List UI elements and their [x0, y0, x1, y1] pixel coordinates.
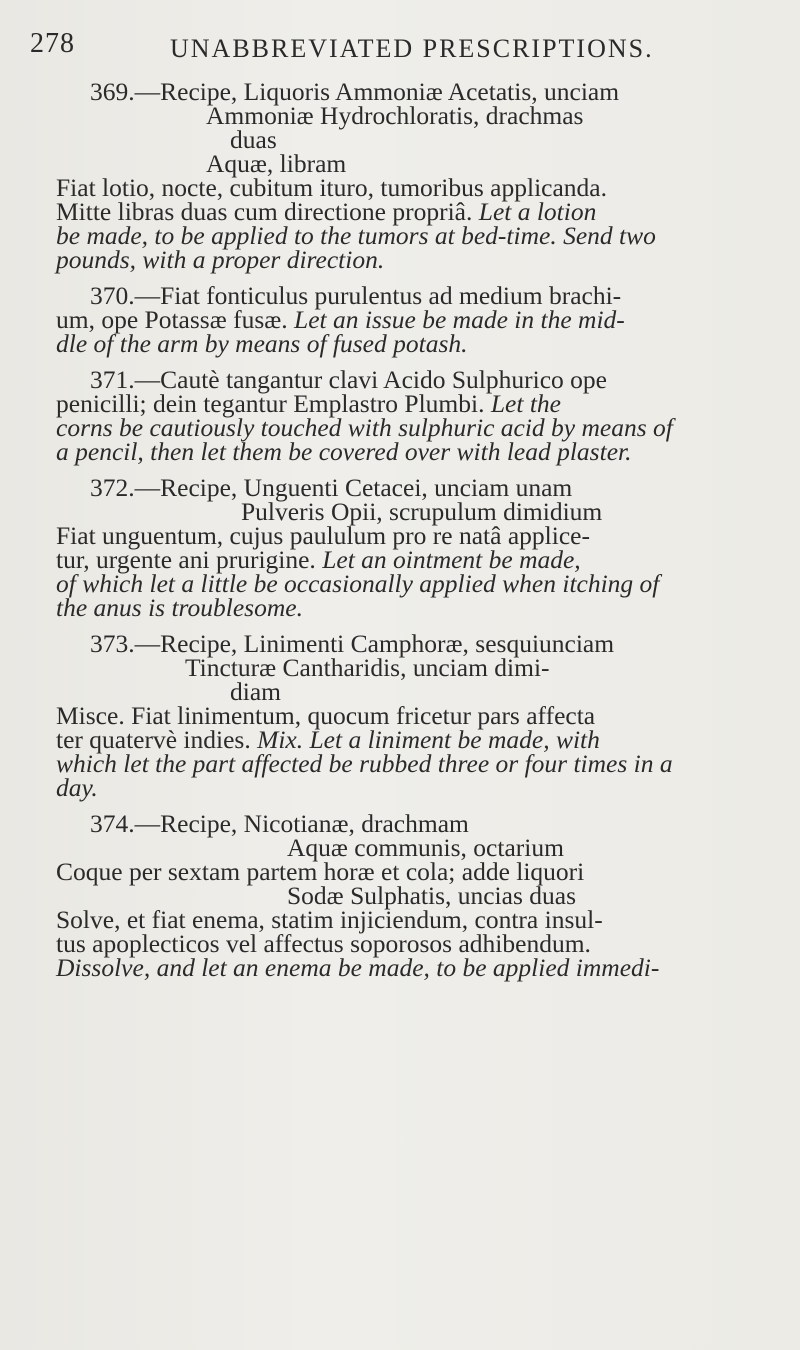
translation-text: Dissolve, and let an enema be made, to be applied immedi- [56, 953, 660, 982]
translation-text: Let an issue be made in the mid- [287, 305, 625, 334]
page-number: 278 [30, 28, 75, 59]
translation-text: pounds, with a proper direction. [56, 245, 385, 274]
latin-text: Mitte libras duas cum directione propriâ. [56, 197, 473, 226]
prescription-text [56, 77, 780, 982]
latin-text: Aquæ communis, octarium [287, 833, 564, 862]
latin-text: 372.—Recipe, Unguenti Cetacei, unciam unam [90, 473, 573, 502]
latin-text: Aquæ, libram [206, 149, 347, 178]
latin-text: Fiat lotio, nocte, cubitum ituro, tumoribus applicanda. [56, 173, 607, 202]
latin-text: 374.—Recipe, Nicotianæ, drachmam [90, 809, 469, 838]
latin-text: Pulveris Opii, scrupulum dimidium [241, 497, 603, 526]
translation-text: a pencil, then let them be covered over with lead plaster. [56, 437, 632, 466]
translation-text: Mix. Let a liniment be made, with [250, 725, 600, 754]
latin-text: tur, urgente ani prurigine. [56, 545, 316, 574]
translation-text: corns be cautiously touched with sulphuric acid by means of [56, 413, 673, 442]
translation-text: day. [56, 773, 98, 802]
text-line [56, 593, 780, 622]
translation-text: dle of the arm by means of fused potash. [56, 329, 468, 358]
text-line [56, 329, 780, 358]
latin-text: 370.—Fiat fonticulus purulentus ad medium brachi- [90, 281, 622, 310]
translation-text: Let the [484, 389, 561, 418]
latin-text: Ammoniæ Hydrochloratis, drachmas [206, 101, 584, 130]
text-line [56, 749, 780, 778]
translation-text: be made, to be applied to the tumors at bed-time. Send two [56, 221, 656, 250]
translation-text: Let a lotion [472, 197, 597, 226]
latin-text: duas [230, 125, 277, 154]
text-line [56, 125, 780, 154]
latin-text: 369.—Recipe, Liquoris Ammoniæ Acetatis, unciam [90, 77, 620, 106]
latin-text: Coque per sextam partem horæ et cola; adde liquori [56, 857, 585, 886]
latin-text: ter quatervè indies. [56, 725, 251, 754]
translation-text: Let an ointment be made, [315, 545, 581, 574]
latin-text: Solve, et fiat enema, statim injiciendum, contra insul- [56, 905, 603, 934]
text-line [56, 245, 780, 274]
text-line [56, 953, 780, 982]
translation-text: the anus is troublesome. [56, 593, 303, 622]
latin-text: Misce. Fiat linimentum, quocum fricetur pars affecta [56, 701, 596, 730]
latin-text: Sodæ Sulphatis, uncias duas [287, 881, 577, 910]
latin-text: 371.—Cautè tangantur clavi Acido Sulphurico ope [90, 365, 607, 394]
latin-text: penicilli; dein tegantur Emplastro Plumbi. [56, 389, 485, 418]
text-line [56, 437, 780, 466]
text-line [56, 773, 780, 802]
translation-text: which let the part affected be rubbed three or four times in a [56, 749, 673, 778]
latin-text: um, ope Potassæ fusæ. [56, 305, 288, 334]
latin-text: diam [230, 677, 281, 706]
latin-text: 373.—Recipe, Linimenti Camphoræ, sesquiunciam [90, 629, 615, 658]
latin-text: Tincturæ Cantharidis, unciam dimi- [185, 653, 550, 682]
text-line [56, 101, 780, 130]
translation-text: of which let a little be occasionally applied when itching of [56, 569, 660, 598]
latin-text: tus apoplecticos vel affectus soporosos adhibendum. [56, 929, 591, 958]
text-line [56, 653, 780, 682]
page-header [0, 28, 800, 68]
running-title: UNABBREVIATED PRESCRIPTIONS. [170, 34, 654, 63]
latin-text: Fiat unguentum, cujus paululum pro re natâ applice- [56, 521, 590, 550]
